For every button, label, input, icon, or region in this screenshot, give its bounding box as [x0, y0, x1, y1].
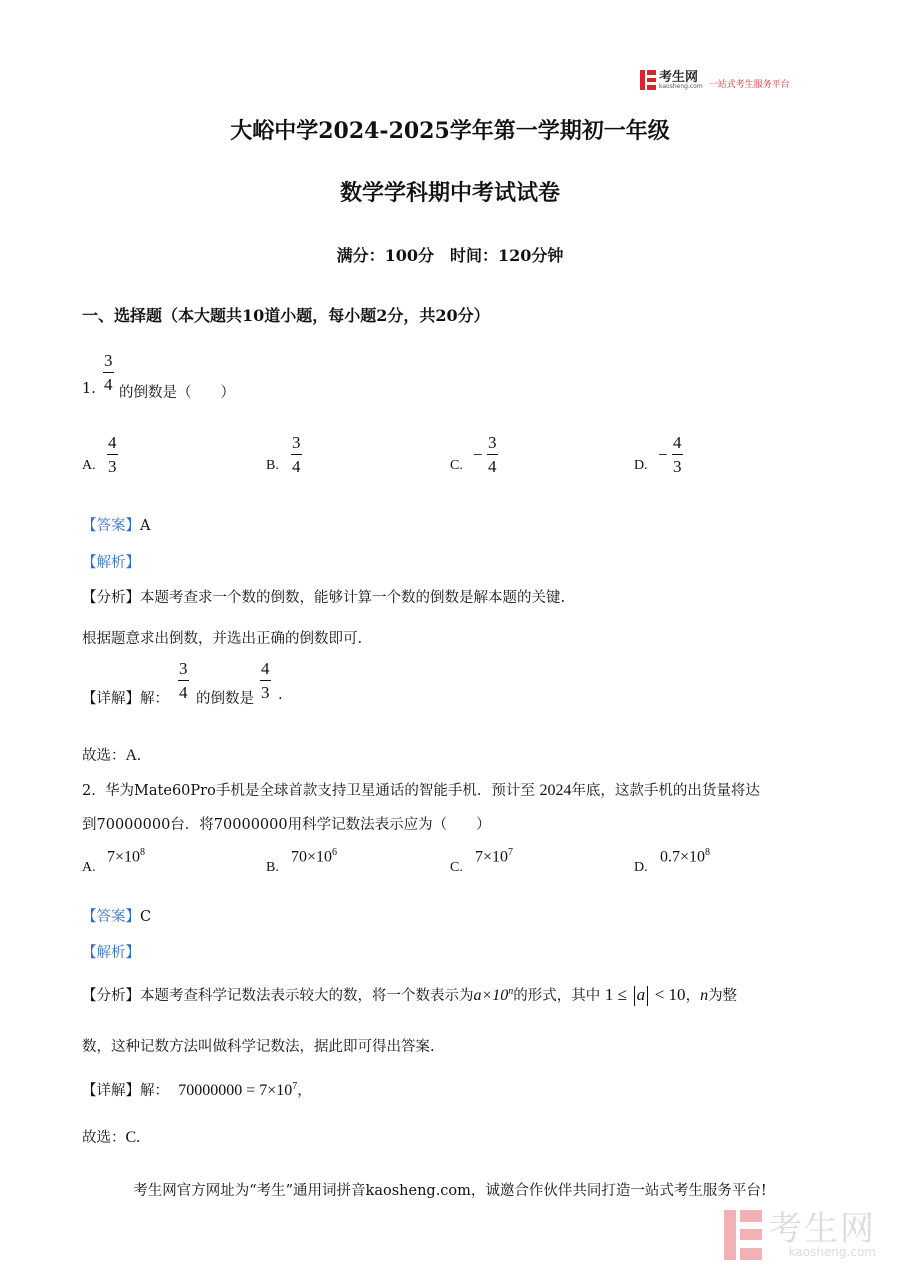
choose-value: C.	[125, 1129, 141, 1146]
analysis-text-c: ，	[685, 988, 701, 1004]
section-heading: 一、选择题（本大题共10道小题，每小题2分，共20分）	[82, 306, 490, 325]
q1-option-a-label: A.	[82, 458, 96, 473]
answer-value: C	[140, 909, 152, 925]
fraction-numerator: 3	[178, 660, 189, 681]
fraction-numerator: 4	[107, 434, 118, 455]
exam-title: 大峪中学2024-2025学年第一学期初一年级	[230, 118, 670, 144]
q2-option-b-label: B.	[266, 860, 279, 875]
fraction-numerator: 3	[103, 352, 114, 373]
analysis-cond-var: a	[636, 985, 646, 1004]
q2-stem-line1	[82, 779, 760, 800]
detail-math: 70000000 = 7×10	[178, 1082, 293, 1099]
q1-detail-label: 【详解】解：	[82, 691, 169, 707]
fraction-numerator: 4	[260, 660, 271, 681]
analysis-label: 【分析】	[82, 988, 140, 1004]
q1-option-a-fraction	[107, 434, 118, 475]
fraction-denominator: 4	[292, 457, 301, 476]
q2-stem-a: 华为Mate60Pro手机是全球首款支持卫星通话的智能手机．预计至	[105, 783, 535, 799]
q1-option-d-sign: −	[658, 445, 668, 464]
q2-answer	[82, 905, 151, 926]
analysis-text: 本题考查求一个数的倒数，能够计算一个数的倒数是解本题的关键.	[140, 590, 566, 606]
q2-option-b-value	[291, 847, 337, 866]
absolute-bar-right	[647, 986, 648, 1006]
q2-option-c-value	[475, 847, 513, 866]
logo-name: 考生网	[659, 69, 699, 85]
exam-meta: 满分：100分 时间：120分钟	[336, 246, 564, 265]
page-footer: 考生网官方网址为“考生”通用词拼音kaosheng.com，诚邀合作伙伴共同打造一站式考生服务平台!	[133, 1183, 767, 1199]
fraction-numerator: 3	[291, 434, 302, 455]
q1-detail-fraction-1	[178, 660, 189, 701]
q1-choose	[82, 744, 141, 765]
option-exponent: 8	[140, 847, 146, 858]
watermark-name: 考生网	[768, 1209, 876, 1249]
kaosheng-watermark-icon	[724, 1210, 762, 1260]
fraction-denominator: 4	[104, 375, 113, 394]
option-base: 0.7×10	[660, 848, 706, 866]
choose-label: 故选：	[82, 1130, 126, 1146]
fraction-numerator: 4	[672, 434, 683, 455]
q1-number: 1.	[82, 381, 96, 397]
absolute-bar-left	[634, 986, 635, 1006]
q1-analysis-line2: 根据题意求出倒数，并选出正确的倒数即可.	[82, 631, 363, 647]
q1-option-c-fraction	[487, 434, 498, 475]
q2-option-a-value	[107, 847, 145, 866]
q1-option-b-label: B.	[266, 458, 279, 473]
exam-subtitle: 数学学科期中考试试卷	[339, 180, 560, 206]
q2-choose	[82, 1126, 140, 1147]
answer-tag: 【答案】	[82, 518, 140, 534]
option-base: 7×10	[475, 848, 509, 866]
fraction-denominator: 3	[261, 683, 270, 702]
analysis-cond-left: 1 ≤	[604, 985, 627, 1004]
q2-analysis-tag: 【解析】	[82, 945, 140, 961]
analysis-math: a×10	[473, 987, 509, 1004]
watermark-url: kaosheng.com	[788, 1245, 876, 1259]
option-exponent: 7	[508, 847, 514, 858]
q2-option-d-label: D.	[634, 860, 648, 875]
detail-label: 【详解】解：	[82, 1083, 169, 1099]
fraction-denominator: 4	[179, 683, 188, 702]
analysis-exponent: n	[508, 986, 514, 998]
watermark	[724, 1210, 876, 1260]
q1-analysis-tag: 【解析】	[82, 555, 140, 571]
option-base: 70×10	[291, 848, 333, 866]
header-logo	[640, 70, 790, 90]
q2-detail	[82, 1079, 312, 1100]
option-base: 7×10	[107, 848, 141, 866]
logo-slogan: 一站式考生服务平台	[708, 79, 790, 90]
analysis-text-a: 本题考查科学记数法表示较大的数，将一个数表示为	[140, 988, 474, 1004]
q1-answer	[82, 514, 150, 535]
answer-value: A	[140, 518, 151, 534]
detail-end: ，	[297, 1083, 312, 1099]
q1-option-d-label: D.	[634, 458, 648, 473]
q2-stem-line2: 到70000000台．将70000000用科学记数法表示应为（ ）	[82, 817, 491, 833]
q1-detail-mid: 的倒数是	[196, 691, 254, 707]
q2-year: 2024	[539, 782, 572, 799]
q1-detail-end: .	[278, 687, 283, 703]
q1-option-c-sign: −	[473, 445, 483, 464]
analysis-text-b: 的形式，其中	[513, 988, 601, 1004]
q1-stem-text: 的倒数是（ ）	[119, 385, 235, 401]
kaosheng-logo-icon	[640, 70, 656, 90]
q2-stem-b: 年底，这款手机的出货量将达	[571, 783, 760, 799]
logo-url: kaosheng.com	[659, 82, 703, 90]
choose-value: A.	[125, 747, 142, 764]
detail-exponent: 7	[292, 1081, 298, 1093]
q2-option-d-value	[660, 847, 710, 866]
q2-option-a-label: A.	[82, 860, 96, 875]
option-exponent: 6	[332, 847, 338, 858]
analysis-cond-right: < 10	[654, 985, 686, 1004]
option-exponent: 8	[705, 847, 711, 858]
q2-number: 2.	[82, 783, 96, 799]
fraction-denominator: 4	[488, 457, 497, 476]
q2-analysis	[82, 984, 737, 1006]
q2-option-c-label: C.	[450, 860, 463, 875]
q1-analysis	[82, 586, 565, 607]
q1-stem-fraction	[103, 352, 114, 393]
fraction-numerator: 3	[487, 434, 498, 455]
q1-option-c-label: C.	[450, 458, 463, 473]
q1-detail-fraction-2	[260, 660, 271, 701]
q2-analysis-line2: 数，这种记数方法叫做科学记数法，据此即可得出答案.	[82, 1039, 435, 1055]
choose-label: 故选：	[82, 748, 126, 764]
fraction-denominator: 3	[673, 457, 682, 476]
analysis-text-d: 为整	[708, 988, 738, 1004]
q1-option-d-fraction	[672, 434, 683, 475]
analysis-n: n	[700, 987, 709, 1004]
answer-tag: 【答案】	[82, 909, 140, 925]
q1-option-b-fraction	[291, 434, 302, 475]
analysis-label: 【分析】	[82, 590, 140, 606]
fraction-denominator: 3	[108, 457, 117, 476]
